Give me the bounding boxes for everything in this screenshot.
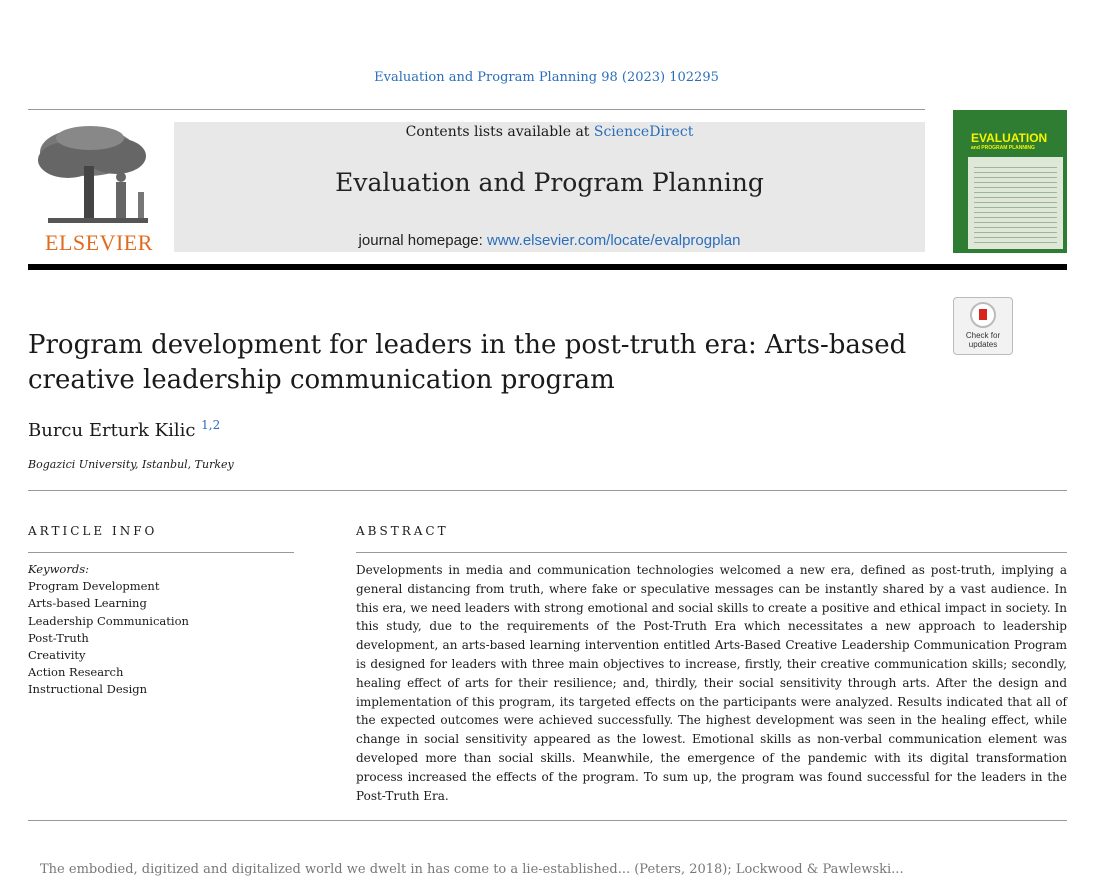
- elsevier-logo: [28, 122, 170, 256]
- keyword: Instructional Design: [28, 682, 148, 697]
- check-updates-line1: Check for: [965, 331, 1001, 340]
- check-for-updates-button[interactable]: [953, 297, 1013, 355]
- keywords-list: [28, 561, 189, 699]
- abstract-heading: ABSTRACT: [356, 524, 449, 538]
- keywords-label: Keywords:: [28, 562, 89, 576]
- bookmark-icon: [970, 302, 996, 328]
- cover-title: EVALUATION: [971, 131, 1048, 145]
- keyword: Program Development: [28, 579, 160, 594]
- contents-line: [174, 124, 925, 140]
- keyword: Post-Truth: [28, 630, 89, 645]
- header-rule: [28, 264, 1067, 270]
- keyword: Arts-based Learning: [28, 596, 147, 611]
- body-text-fragment: The embodied, digitized and digitalized world we dwelt in has come to a lie-established... (Peters, 2018); Lockwood & Pawlewski...: [40, 862, 904, 876]
- cover-body: [968, 157, 1063, 249]
- homepage-line: [174, 232, 925, 249]
- keyword: Leadership Communication: [28, 613, 189, 628]
- abstract-text: Developments in media and communication technologies welcomed a new era, defined as post-truth, implying a general distancing from truth, where fake or speculative messages can be instantly shared by a vast audience. In this era, we need leaders with strong emotional and social skills to create a positive and ethical impact in society. In this study, due to the requirements of the Post-Truth Era which necessitates a new approach to leadership development, an arts-based learning intervention entitled Arts-Based Creative Leadership Communication Program is designed for leaders with three main objectives to increase, firstly, their creative communication skills; secondly, healing effect of arts for their resilience; and, thirdly, their social sensitivity through arts. After the design and implementation of this program, its targeted effects on the participants were analyzed. Results indicated that all of the expected outcomes were achieved successfully. The highest development was seen in the healing effect, while change in social sensitivity appeared as the lowest. Emotional skills as non-verbal communication element was developed more than social skills. Meanwhile, the emergence of the pandemic with its digital transformation process increased the effects of the program. To sum up, the program was found successful for the leaders in the Post-Truth Era.: [356, 563, 1067, 803]
- contents-prefix: Contents lists available at: [405, 124, 594, 140]
- check-updates-label: [954, 331, 1012, 349]
- cover-subtitle: and PROGRAM PLANNING: [971, 145, 1035, 151]
- journal-reference[interactable]: Evaluation and Program Planning 98 (2023) 102295: [374, 70, 719, 85]
- homepage-link[interactable]: www.elsevier.com/locate/evalprogplan: [486, 232, 741, 249]
- author: [28, 418, 220, 441]
- check-updates-line2: updates: [968, 340, 998, 349]
- header-divider: [28, 109, 925, 110]
- article-info-heading: ARTICLE INFO: [28, 524, 158, 538]
- divider: [28, 490, 1067, 491]
- elsevier-wordmark: ELSEVIER: [45, 230, 153, 255]
- abstract-rule: [356, 552, 1067, 553]
- journal-title: Evaluation and Program Planning: [335, 168, 764, 197]
- keyword: Action Research: [28, 665, 124, 680]
- journal-banner: [174, 122, 925, 252]
- article-info-rule: [28, 552, 294, 553]
- journal-cover[interactable]: [953, 110, 1067, 253]
- homepage-prefix: journal homepage:: [358, 232, 487, 249]
- tree-icon: [28, 122, 170, 230]
- divider: [28, 820, 1067, 821]
- keyword: Creativity: [28, 648, 86, 663]
- affiliation: Bogazici University, Istanbul, Turkey: [28, 458, 234, 471]
- author-name[interactable]: Burcu Erturk Kilic: [28, 420, 196, 441]
- article-title: Program development for leaders in the post-truth era: Arts-based creative leadership communication program: [28, 330, 907, 395]
- author-affiliation-markers[interactable]: 1,2: [201, 418, 221, 432]
- sciencedirect-link[interactable]: ScienceDirect: [593, 124, 694, 140]
